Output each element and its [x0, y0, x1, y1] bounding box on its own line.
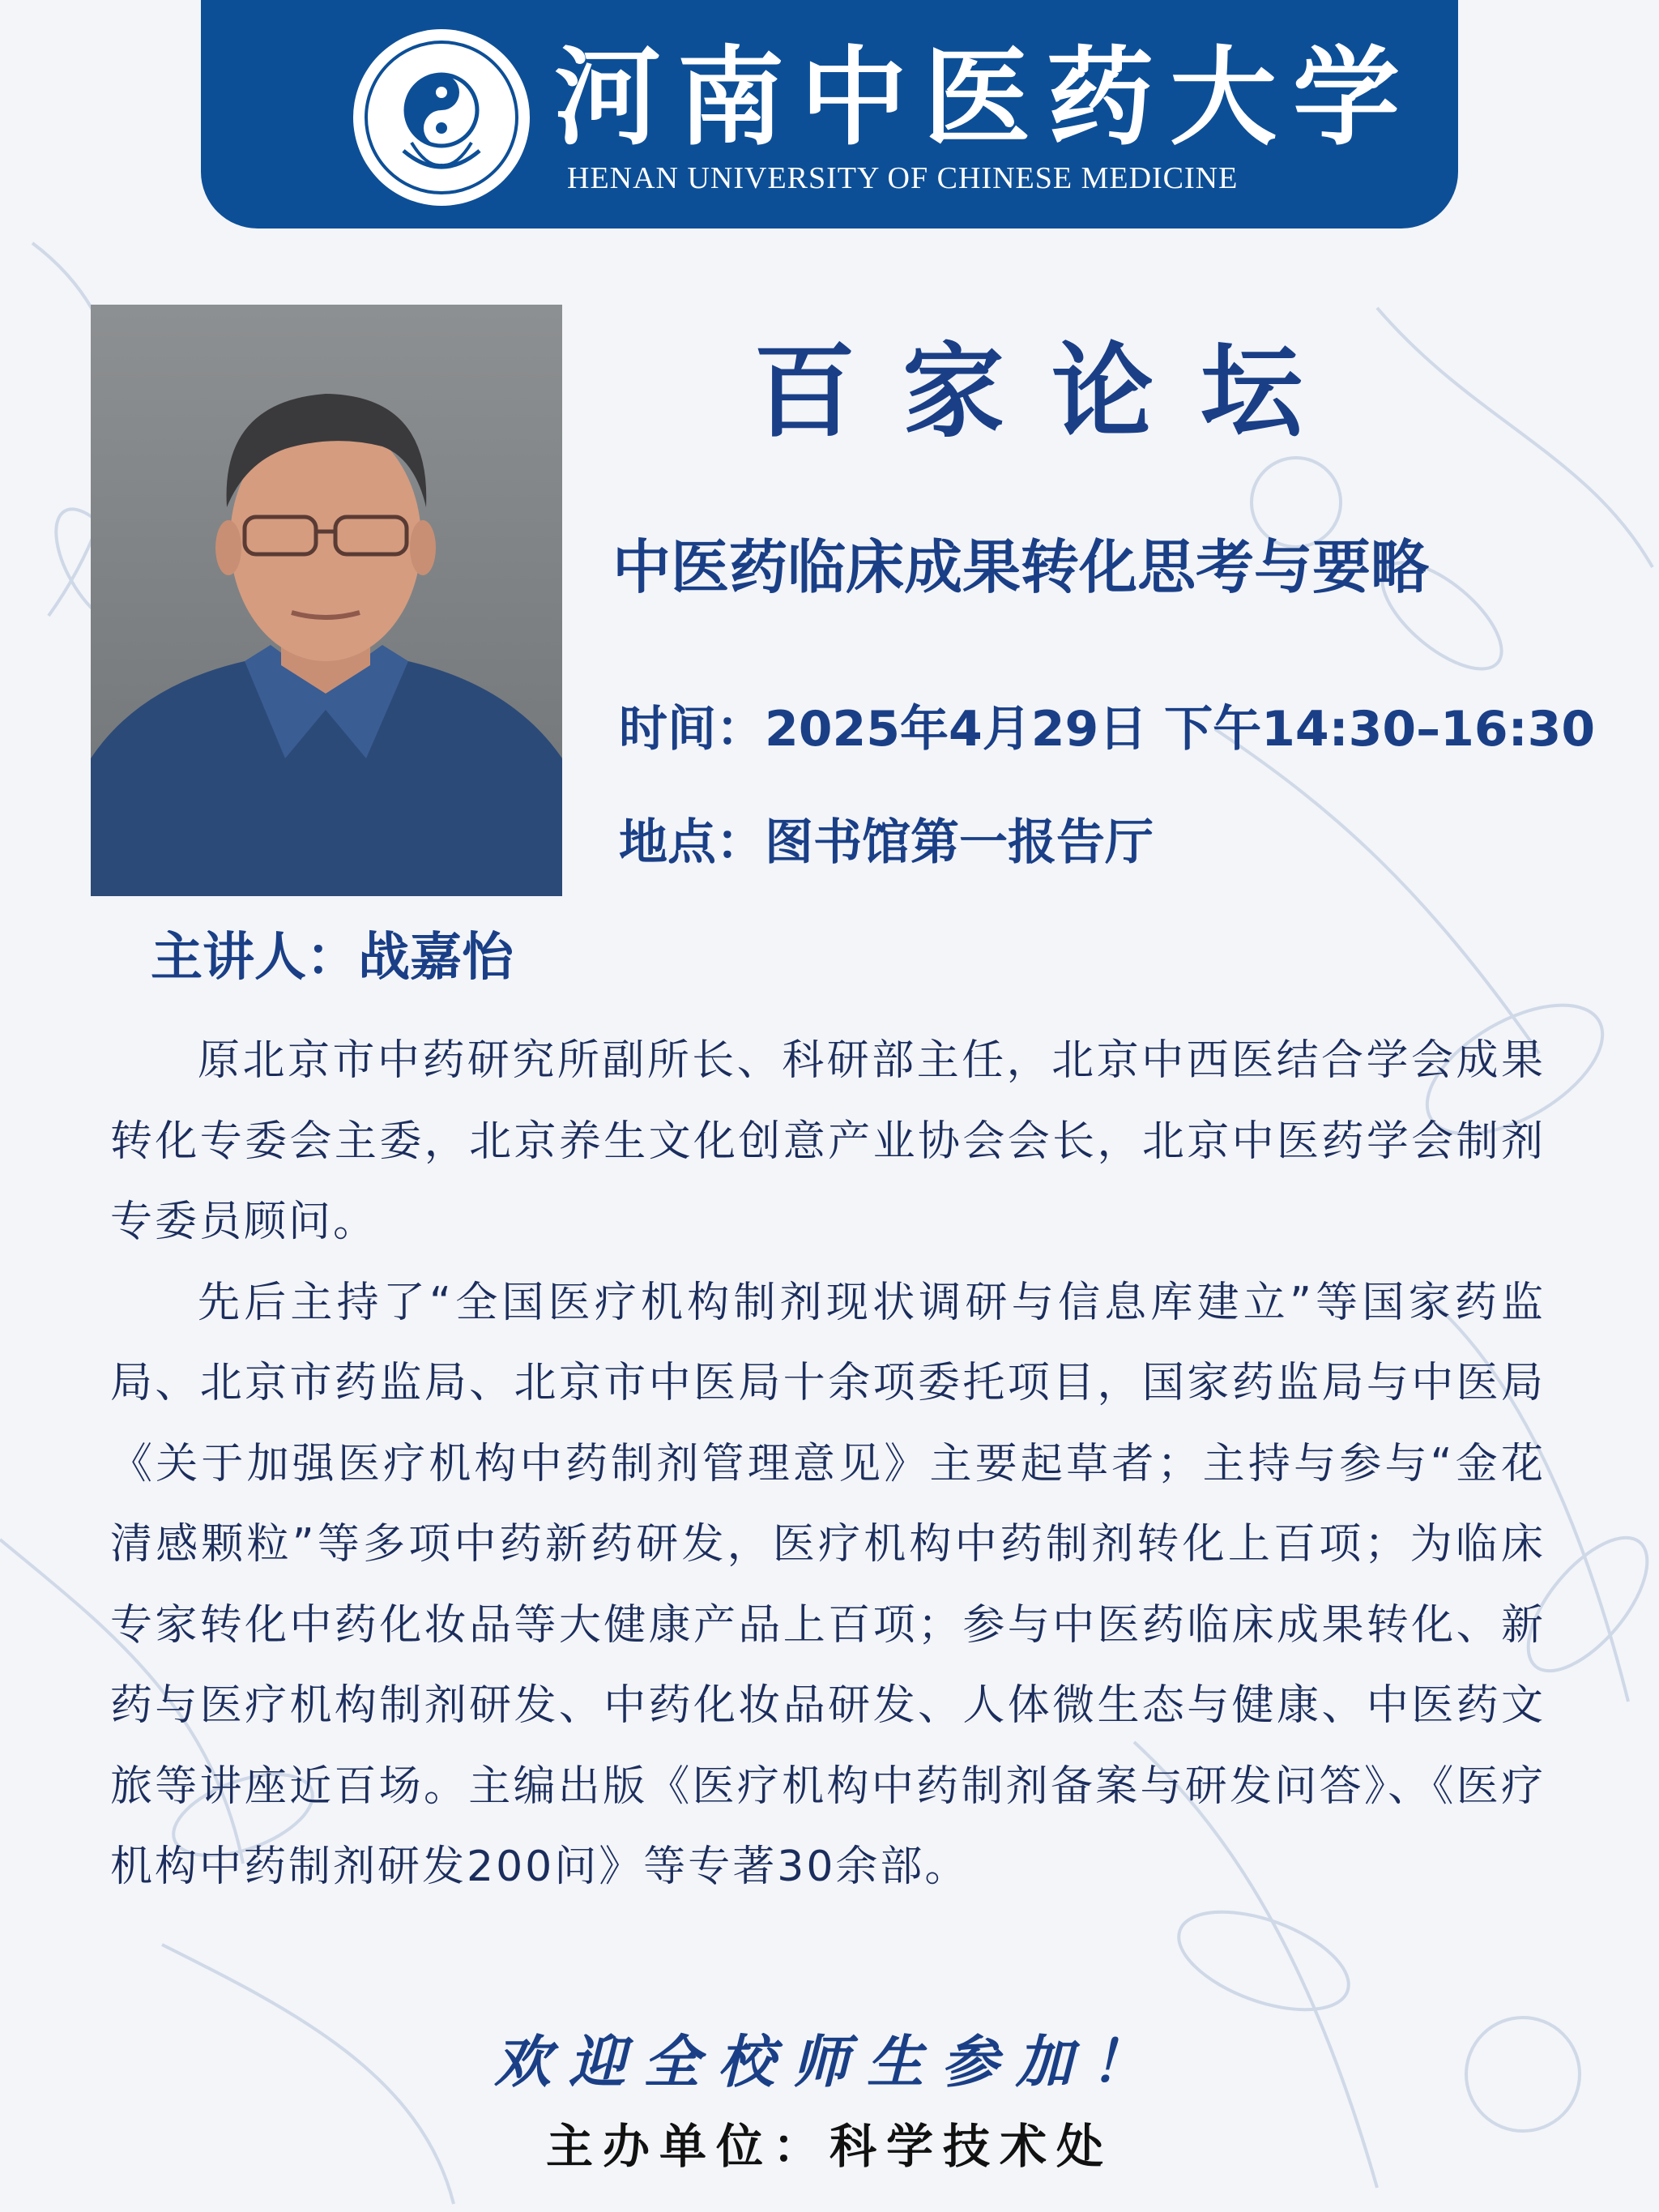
lecture-topic: 中医药临床成果转化思考与要略 [612, 533, 1430, 601]
university-name-en: HENAN UNIVERSITY OF CHINESE MEDICINE [567, 161, 1239, 195]
forum-title: 百家论坛 [753, 331, 1350, 451]
speaker-bio [110, 1021, 1546, 1908]
speaker-name: 主讲人：战嘉怡 [151, 928, 514, 988]
bio-paragraph-1: 原北京市中药研究所副所长、科研部主任，北京中西医结合学会成果转化专委会主委，北京养生文化创意产业协会会长，北京中医药学会制剂专委员顾问。 [110, 1036, 1546, 1246]
header-banner [201, 0, 1458, 228]
event-time: 时间：2025年4月29日 下午14:30–16:30 [619, 701, 1596, 758]
yin-yang-icon [353, 29, 530, 206]
welcome-message: 欢迎全校师生参加！ [494, 2028, 1165, 2095]
university-seal-icon [353, 29, 530, 206]
university-name-cn: 河南中医药大学 [554, 35, 1416, 160]
portrait-illustration [91, 305, 562, 896]
speaker-portrait-photo [91, 305, 562, 896]
bio-paragraph-2: 先后主持了“全国医疗机构制剂现状调研与信息库建立”等国家药监局、北京市药监局、北京市中医局十余项委托项目，国家药监局与中医局《关于加强医疗机构中药制剂管理意见》主要起草者；主持与参与“金花清感颗粒”等多项中药新药研发，医疗机构中药制剂转化上百项；为临床专家转化中药化妆品等大健康产品上百项；参与中医药临床成果转化、新药与医疗机构制剂研发、中药化妆品研发、人体微生态与健康、中医药文旅等讲座近百场。主编出版《医疗机构中药制剂备案与研发问答》、《医疗机构中药制剂研发200问》等专著30余部。 [110, 1278, 1546, 1891]
organizer-line: 主办单位：科学技术处 [545, 2119, 1113, 2174]
event-location: 地点：图书馆第一报告厅 [619, 814, 1154, 871]
